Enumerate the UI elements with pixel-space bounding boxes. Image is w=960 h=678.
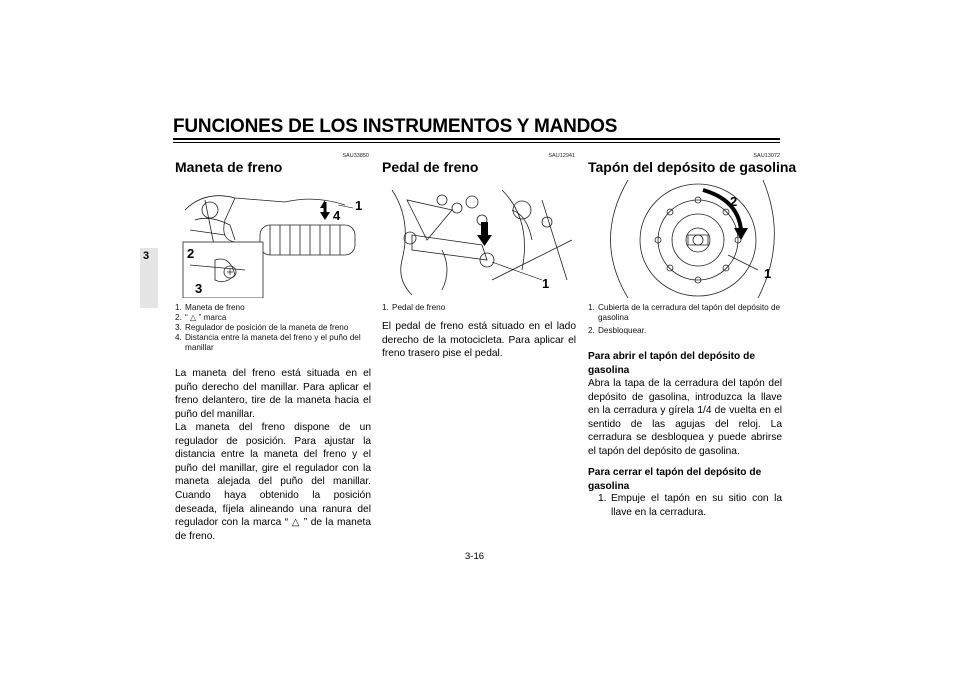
fuel-cap-illustration: [588, 180, 782, 298]
caption-item: 1. Maneta de freno: [175, 303, 245, 312]
fuel-cap-close-title: Para cerrar el tapón del depósito de gasolina: [588, 467, 762, 492]
caption-item: 1. Pedal de freno: [382, 303, 446, 312]
caption-item: 3. Regulador de posición de la maneta de freno: [175, 323, 349, 332]
section-title-brake-lever: Maneta de freno: [175, 159, 283, 175]
header-rule-thin: [173, 142, 780, 143]
caption-item: 1. Cubierta de la cerradura del tapón del depósito de gasolina: [588, 303, 781, 322]
caption-item: 2. “ △ ” marca: [175, 313, 227, 322]
fuel-cap-open-title: Para abrir el tapón del depósito de gasolina: [588, 351, 755, 376]
header-rule: [173, 138, 780, 140]
fuel-cap-captions: [588, 303, 782, 336]
brake-lever-paragraph-2: La maneta del freno dispone de un regulador de posición. Para ajustar la distancia entre la maneta del freno y el puño del manillar, gire el regulador con la maneta alejada del puño del manillar. Cuando haya obtenido la posición deseada, fíjela alineando una ranura del regulador con la marca “ △ ” de la maneta de freno.: [175, 422, 371, 542]
page-header-title: FUNCIONES DE LOS INSTRUMENTOS Y MANDOS: [173, 116, 618, 137]
caption-item: 2. Desbloquear.: [588, 326, 647, 335]
fig-label-3: 3: [195, 281, 203, 296]
fuel-cap-figure: [588, 180, 782, 298]
chapter-number: 3: [143, 250, 150, 262]
section-code: SAU13072: [753, 153, 780, 159]
section-code: SAU33850: [342, 153, 369, 159]
section-title-brake-pedal: Pedal de freno: [382, 159, 479, 175]
brake-pedal-paragraph: El pedal de freno está situado en el lado derecho de la motocicleta. Para aplicar el freno trasero pise el pedal.: [382, 321, 576, 360]
brake-lever-captions: [175, 303, 371, 353]
brake-pedal-captions: [382, 303, 576, 313]
fig-label-1: 1: [355, 198, 363, 213]
section-code: SAU12941: [548, 153, 575, 159]
fig-label-2: 2: [730, 194, 738, 209]
brake-lever-figure: [175, 180, 370, 298]
brake-pedal-figure: [382, 180, 576, 298]
section-title-fuel-cap: Tapón del depósito de gasolina: [588, 159, 797, 175]
caption-item: 4. Distancia entre la maneta del freno y el puño del manillar: [175, 333, 361, 352]
fig-label-2: 2: [187, 246, 195, 261]
fig-label-1: 1: [542, 276, 550, 291]
fuel-cap-open-text: Abra la tapa de la cerradura del tapón del depósito de gasolina, introduzca la llave en la cerradura y gírela 1/4 de vuelta en el sentido de las agujas del reloj. La cerradura se desbloquea y puede abrirse el tapón del depósito de gasolina.: [588, 378, 782, 457]
fig-label-4: 4: [333, 208, 341, 223]
brake-lever-paragraph-1: La maneta del freno está situada en el puño derecho del manillar. Para aplicar el freno delantero, tire de la maneta hacia el puño del manillar.: [175, 368, 371, 420]
page-number: 3-16: [465, 551, 485, 562]
fig-label-1: 1: [764, 266, 772, 281]
fuel-cap-close-step: 1. Empuje el tapón en su sitio con la llave en la cerradura.: [598, 493, 782, 518]
brake-lever-illustration: [175, 180, 370, 298]
